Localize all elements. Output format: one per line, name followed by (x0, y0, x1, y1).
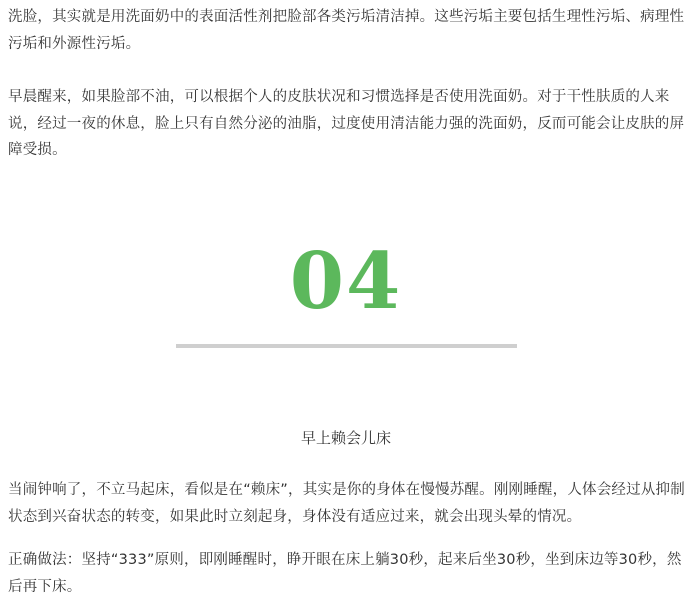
paragraph-stay-in-bed-explanation: 当闹钟响了，不立马起床，看似是在“赖床”，其实是你的身体在慢慢苏醒。刚刚睡醒，人体会经过从抑制状态到兴奋状态的转变，如果此时立刻起身，身体没有适应过来，就会出现头晕的情况。 (8, 482, 685, 525)
section-title: 早上赖会儿床 (300, 429, 391, 447)
paragraph-face-washing-intro: 洗脸，其实就是用洗面奶中的表面活性剂把脸部各类污垢清洁掉。这些污垢主要包括生理性污垢、病理性污垢和外源性污垢。 (8, 9, 685, 52)
section-divider (176, 344, 517, 348)
paragraph-morning-cleanser-advice: 早晨醒来，如果脸部不油，可以根据个人的皮肤状况和习惯选择是否使用洗面奶。对于干性肤质的人来说，经过一夜的休息，脸上只有自然分泌的油脂，过度使用清洁能力强的洗面奶，反而可能会让皮肤的屏障受损。 (8, 89, 685, 158)
section-number: 04 (289, 236, 403, 327)
paragraph-333-rule: 正确做法：坚持“333”原则，即刚睡醒时，睁开眼在床上躺30秒，起来后坐30秒，坐到床边等30秒，然后再下床。 (8, 552, 682, 595)
